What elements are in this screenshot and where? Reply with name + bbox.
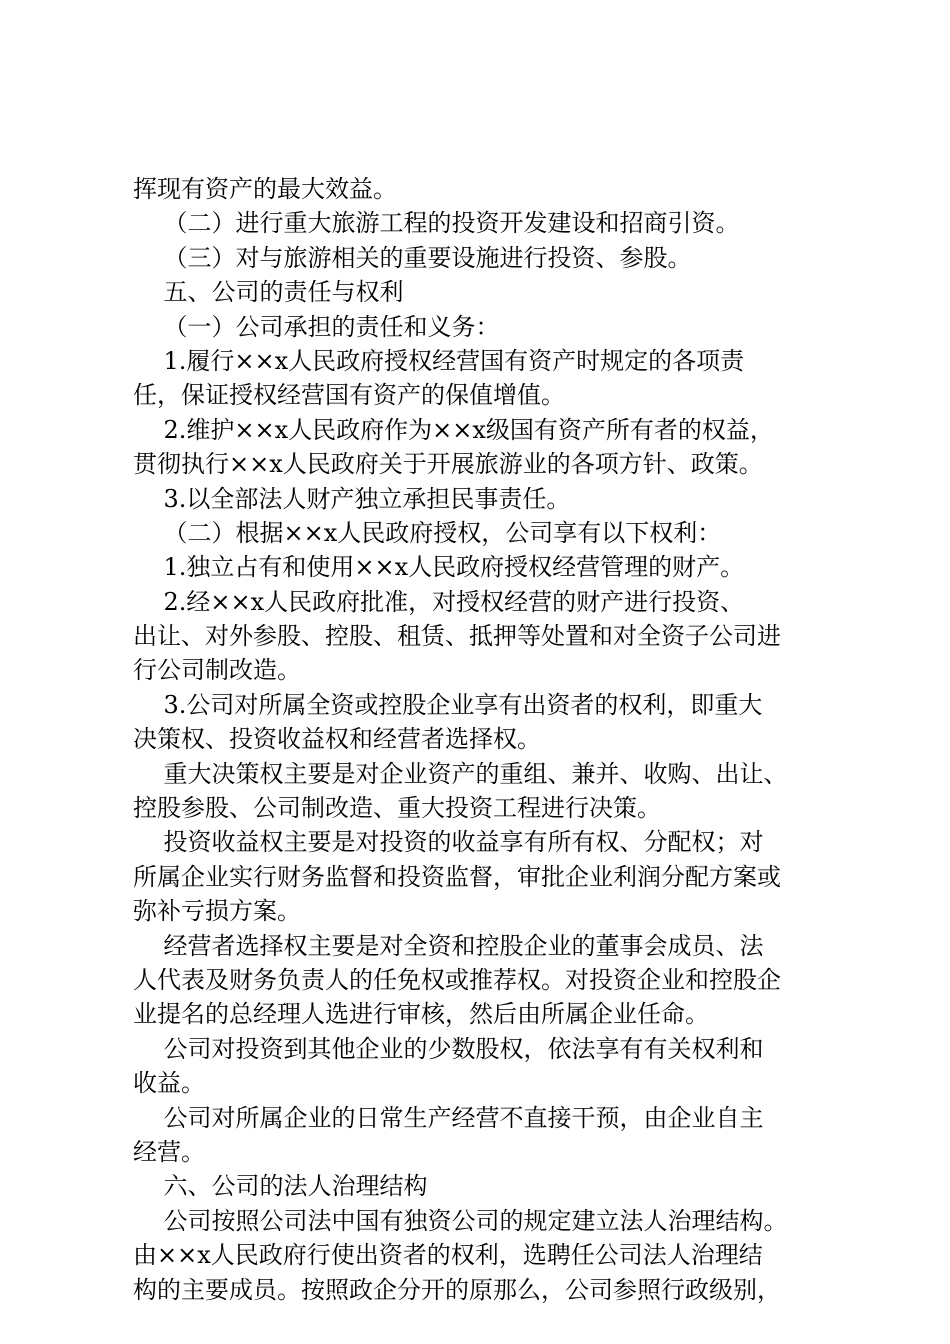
text-line: 决策权、投资收益权和经营者选择权。 (133, 725, 541, 754)
text-line: 出让、对外参股、控股、租赁、抵押等处置和对全资子公司进 (133, 622, 781, 651)
body-text (133, 172, 843, 1307)
text-line: 重大决策权主要是对企业资产的重组、兼并、收购、出让、 (133, 759, 788, 788)
text-line: 3.公司对所属全资或控股企业享有出资者的权利，即重大 (133, 690, 763, 719)
text-line: 贯彻执行××x人民政府关于开展旅游业的各项方针、政策。 (133, 450, 763, 479)
text-line: 3.以全部法人财产独立承担民事责任。 (133, 484, 571, 513)
text-line: 1.履行××x人民政府授权经营国有资产时规定的各项责 (133, 346, 745, 375)
text-line: 2.经××x人民政府批准，对授权经营的财产进行投资、 (133, 587, 745, 616)
section-heading: 五、公司的责任与权利 (133, 278, 404, 307)
text-line: （二）进行重大旅游工程的投资开发建设和招商引资。 (133, 209, 740, 238)
text-line: 投资收益权主要是对投资的收益享有所有权、分配权；对 (133, 828, 764, 857)
text-line: 控股参股、公司制改造、重大投资工程进行决策。 (133, 794, 661, 823)
subsection-heading: （二）根据××x人民政府授权，公司享有以下权利： (133, 518, 722, 547)
text-line: 公司按照公司法中国有独资公司的规定建立法人治理结构。 (133, 1206, 788, 1235)
text-line: 任，保证授权经营国有资产的保值增值。 (133, 381, 565, 410)
text-line: 由××x人民政府行使出资者的权利，选聘任公司法人治理结 (133, 1241, 763, 1270)
text-line: 经营者选择权主要是对全资和控股企业的董事会成员、法 (133, 931, 764, 960)
text-line: （三）对与旅游相关的重要设施进行投资、参股。 (133, 243, 692, 272)
text-line: 收益。 (133, 1069, 205, 1098)
text-line: 公司对投资到其他企业的少数股权，依法享有有关权利和 (133, 1034, 764, 1063)
section-heading: 六、公司的法人治理结构 (133, 1172, 428, 1201)
subsection-heading: （一）公司承担的责任和义务： (133, 312, 500, 341)
text-line: 行公司制改造。 (133, 656, 301, 685)
text-line: 业提名的总经理人选进行审核，然后由所属企业任命。 (133, 1000, 709, 1029)
text-line: 1.独立占有和使用××x人民政府授权经营管理的财产。 (133, 553, 745, 582)
text-line: 挥现有资产的最大效益。 (133, 175, 397, 203)
text-line: 经营。 (133, 1137, 205, 1166)
text-line: 所属企业实行财务监督和投资监督，审批企业利润分配方案或 (133, 862, 781, 891)
text-line: 2.维护××x人民政府作为××x级国有资产所有者的权益， (133, 415, 774, 444)
text-line: 构的主要成员。按照政企分开的原那么，公司参照行政级别， (133, 1275, 781, 1304)
text-line: 弥补亏损方案。 (133, 897, 301, 926)
text-line: 人代表及财务负责人的任免权或推荐权。对投资企业和控股企 (133, 965, 781, 994)
text-line: 公司对所属企业的日常生产经营不直接干预，由企业自主 (133, 1103, 764, 1132)
